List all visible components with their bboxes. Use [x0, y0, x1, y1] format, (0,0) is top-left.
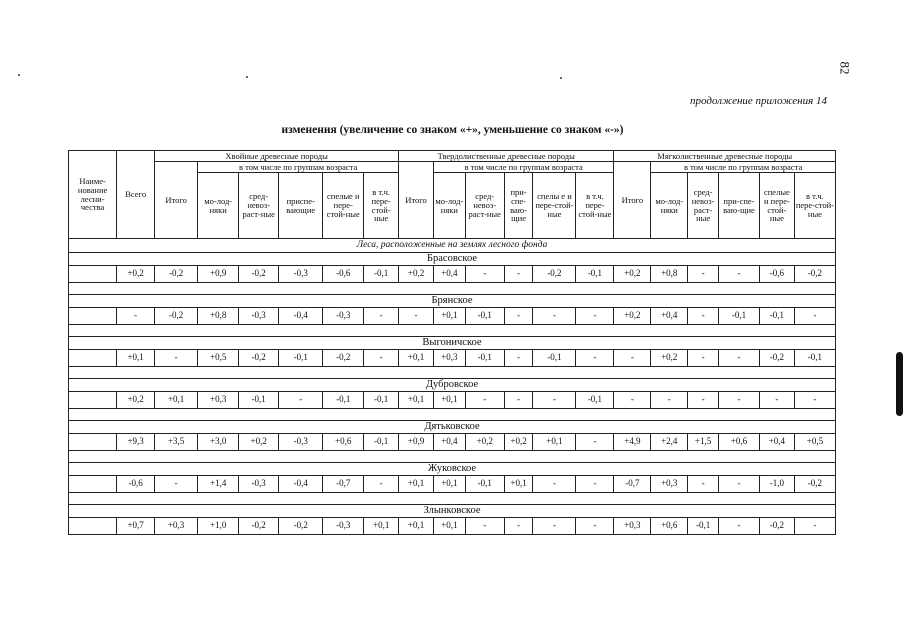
value-cell: -: [364, 476, 399, 493]
value-cell: -0,2: [794, 266, 835, 283]
header-itogo: Итого: [155, 162, 198, 239]
value-cell: -0,6: [323, 266, 364, 283]
value-cell: -0,2: [279, 518, 323, 535]
forestry-name-row: [69, 463, 836, 476]
gap-cell: [69, 409, 836, 421]
value-cell: -: [504, 266, 533, 283]
value-cell: -0,1: [465, 476, 504, 493]
row-gap: [69, 367, 836, 379]
value-cell: -: [279, 392, 323, 409]
value-cell: -0,2: [759, 518, 794, 535]
value-cell: +0,2: [117, 392, 155, 409]
value-cell: -1,0: [759, 476, 794, 493]
value-cell: -: [576, 518, 614, 535]
value-cell: -0,3: [279, 434, 323, 451]
value-cell: -: [364, 350, 399, 367]
value-cell: +0,1: [504, 476, 533, 493]
value-cell: +1,5: [688, 434, 719, 451]
forestry-name: Злынковское: [69, 505, 836, 518]
name-cell-blank: [69, 434, 117, 451]
forestry-name: Дубровское: [69, 379, 836, 392]
value-cell: +0,6: [323, 434, 364, 451]
value-cell: +1,0: [198, 518, 239, 535]
header-mature: спелые и пере-стой-ные: [323, 173, 364, 239]
name-cell-blank: [69, 392, 117, 409]
value-cell: -: [155, 350, 198, 367]
value-cell: +1,4: [198, 476, 239, 493]
value-cell: +0,2: [399, 266, 434, 283]
value-cell: -0,3: [323, 308, 364, 325]
value-cell: -0,3: [239, 308, 279, 325]
row-gap: [69, 409, 836, 421]
header-maturing: приспе-вающие: [279, 173, 323, 239]
value-cell: -0,1: [465, 350, 504, 367]
name-cell-blank: [69, 518, 117, 535]
value-cell: -: [718, 266, 759, 283]
header-subgroup: в том числе по группам возраста: [198, 162, 399, 173]
value-cell: -: [533, 392, 576, 409]
value-cell: -: [465, 392, 504, 409]
header-maturing: при-спе-ваю-щие: [718, 173, 759, 239]
value-cell: +0,2: [239, 434, 279, 451]
value-cell: +0,4: [651, 308, 688, 325]
value-cell: +0,3: [155, 518, 198, 535]
value-cell: -0,1: [794, 350, 835, 367]
value-cell: +9,3: [117, 434, 155, 451]
value-cell: -: [794, 392, 835, 409]
value-cell: +0,3: [651, 476, 688, 493]
value-cell: -0,1: [279, 350, 323, 367]
value-cell: -0,1: [239, 392, 279, 409]
value-cell: -: [794, 308, 835, 325]
value-cell: -0,1: [576, 392, 614, 409]
table-row: [69, 392, 836, 409]
value-cell: -: [399, 308, 434, 325]
value-cell: +0,4: [433, 434, 465, 451]
value-cell: -0,1: [323, 392, 364, 409]
table-row: [69, 350, 836, 367]
header-itogo: Итого: [614, 162, 651, 239]
value-cell: -0,2: [323, 350, 364, 367]
value-cell: -0,7: [323, 476, 364, 493]
header-middle-aged: сред-невоз-раст-ные: [239, 173, 279, 239]
value-cell: -: [688, 308, 719, 325]
scan-speck: [246, 76, 248, 78]
table-row: [69, 476, 836, 493]
value-cell: -: [576, 434, 614, 451]
header-subgroup: в том числе по группам возраста: [651, 162, 836, 173]
value-cell: -: [117, 308, 155, 325]
value-cell: -: [155, 476, 198, 493]
value-cell: +0,9: [399, 434, 434, 451]
value-cell: -0,4: [279, 308, 323, 325]
name-cell-blank: [69, 476, 117, 493]
value-cell: +0,7: [117, 518, 155, 535]
binding-mark: [896, 352, 903, 416]
value-cell: -0,1: [364, 434, 399, 451]
value-cell: -0,1: [688, 518, 719, 535]
table-header: [69, 151, 836, 239]
value-cell: -0,2: [533, 266, 576, 283]
name-cell-blank: [69, 266, 117, 283]
value-cell: +0,2: [117, 266, 155, 283]
value-cell: -0,1: [364, 392, 399, 409]
gap-cell: [69, 493, 836, 505]
value-cell: +0,1: [399, 392, 434, 409]
value-cell: +0,1: [364, 518, 399, 535]
header-middle-aged: сред-невоз-раст-ные: [465, 173, 504, 239]
value-cell: +0,6: [718, 434, 759, 451]
gap-cell: [69, 325, 836, 337]
value-cell: +0,1: [117, 350, 155, 367]
header-maturing: при-спе-ваю-щие: [504, 173, 533, 239]
value-cell: -0,2: [239, 518, 279, 535]
value-cell: +0,4: [433, 266, 465, 283]
value-cell: -: [718, 350, 759, 367]
header-mature: спелы е и пере-стой-ные: [533, 173, 576, 239]
header-subgroup: в том числе по группам возраста: [433, 162, 613, 173]
value-cell: -: [504, 350, 533, 367]
value-cell: +0,6: [651, 518, 688, 535]
header-coniferous: Хвойные древесные породы: [155, 151, 399, 162]
forestry-name-row: [69, 379, 836, 392]
header-middle-aged: сред-невоз-раст-ные: [688, 173, 719, 239]
table-row: [69, 434, 836, 451]
value-cell: -: [576, 350, 614, 367]
header-hardwood: Твердолиственные древесные породы: [399, 151, 614, 162]
value-cell: -0,6: [117, 476, 155, 493]
value-cell: -: [465, 518, 504, 535]
value-cell: -0,1: [576, 266, 614, 283]
value-cell: -0,3: [239, 476, 279, 493]
row-gap: [69, 451, 836, 463]
value-cell: +0,1: [433, 518, 465, 535]
value-cell: +4,9: [614, 434, 651, 451]
forestry-name: Выгоничское: [69, 337, 836, 350]
value-cell: -: [688, 392, 719, 409]
gap-cell: [69, 451, 836, 463]
value-cell: -0,1: [718, 308, 759, 325]
value-cell: +0,2: [614, 308, 651, 325]
value-cell: -: [364, 308, 399, 325]
value-cell: +0,3: [433, 350, 465, 367]
row-gap: [69, 283, 836, 295]
continuation-note: продолжение приложения 14: [690, 95, 827, 107]
value-cell: -: [504, 308, 533, 325]
forestry-name: Жуковское: [69, 463, 836, 476]
value-cell: -: [718, 518, 759, 535]
value-cell: -: [504, 392, 533, 409]
value-cell: -: [533, 518, 576, 535]
value-cell: -: [688, 350, 719, 367]
forestry-name-row: [69, 505, 836, 518]
value-cell: +0,8: [198, 308, 239, 325]
value-cell: -: [688, 476, 719, 493]
forestry-name: Дятьковское: [69, 421, 836, 434]
value-cell: -: [533, 308, 576, 325]
value-cell: -: [533, 476, 576, 493]
value-cell: -0,7: [614, 476, 651, 493]
scan-speck: [18, 74, 20, 76]
value-cell: +0,8: [651, 266, 688, 283]
forestry-name-row: [69, 337, 836, 350]
value-cell: -0,2: [239, 350, 279, 367]
value-cell: +3,5: [155, 434, 198, 451]
header-softwood: Мягколиственные древесные породы: [614, 151, 836, 162]
value-cell: +0,5: [794, 434, 835, 451]
table-body: [69, 239, 836, 535]
value-cell: +0,2: [465, 434, 504, 451]
value-cell: +0,9: [198, 266, 239, 283]
header-overmature: в т.ч. пере-стой-ные: [364, 173, 399, 239]
header-mature: спелые и пере-стой-ные: [759, 173, 794, 239]
name-cell-blank: [69, 350, 117, 367]
value-cell: -: [688, 266, 719, 283]
value-cell: -0,2: [155, 266, 198, 283]
value-cell: -0,2: [155, 308, 198, 325]
value-cell: +0,1: [399, 476, 434, 493]
value-cell: +0,1: [433, 308, 465, 325]
value-cell: -: [614, 392, 651, 409]
value-cell: -0,4: [279, 476, 323, 493]
header-young: мо-лод-няки: [651, 173, 688, 239]
gap-cell: [69, 283, 836, 295]
value-cell: -: [718, 392, 759, 409]
value-cell: -0,1: [533, 350, 576, 367]
value-cell: -0,6: [759, 266, 794, 283]
table-row: [69, 266, 836, 283]
value-cell: +0,1: [533, 434, 576, 451]
value-cell: -0,1: [364, 266, 399, 283]
table-row: [69, 518, 836, 535]
forestry-name-row: [69, 253, 836, 266]
table-row: [69, 308, 836, 325]
value-cell: +0,1: [399, 518, 434, 535]
value-cell: +0,5: [198, 350, 239, 367]
value-cell: +0,1: [399, 350, 434, 367]
value-cell: -: [576, 476, 614, 493]
value-cell: +0,2: [614, 266, 651, 283]
page-number: 82: [837, 61, 853, 75]
value-cell: +0,2: [504, 434, 533, 451]
row-gap: [69, 493, 836, 505]
value-cell: -: [576, 308, 614, 325]
name-cell-blank: [69, 308, 117, 325]
value-cell: +0,1: [433, 476, 465, 493]
value-cell: -0,1: [465, 308, 504, 325]
header-overmature: в т.ч. пере-стой-ные: [794, 173, 835, 239]
row-gap: [69, 325, 836, 337]
table-title: изменения (увеличение со знаком «+», уменьшение со знаком «-»): [281, 124, 624, 136]
value-cell: +0,1: [433, 392, 465, 409]
scan-speck: [560, 77, 562, 79]
value-cell: +2,4: [651, 434, 688, 451]
header-itogo: Итого: [399, 162, 434, 239]
value-cell: -: [465, 266, 504, 283]
forestry-name-row: [69, 295, 836, 308]
header-name: Наиме-нование лесни-чества: [69, 151, 117, 239]
header-total: Всего: [117, 151, 155, 239]
value-cell: -0,3: [279, 266, 323, 283]
forest-changes-table: [68, 150, 836, 535]
value-cell: -: [504, 518, 533, 535]
gap-cell: [69, 367, 836, 379]
value-cell: -0,2: [239, 266, 279, 283]
header-young: мо-лод-няки: [198, 173, 239, 239]
value-cell: -: [794, 518, 835, 535]
value-cell: -0,3: [323, 518, 364, 535]
value-cell: -0,1: [759, 308, 794, 325]
value-cell: -: [759, 392, 794, 409]
value-cell: -: [651, 392, 688, 409]
value-cell: -: [718, 476, 759, 493]
value-cell: +0,4: [759, 434, 794, 451]
value-cell: +3,0: [198, 434, 239, 451]
value-cell: -0,2: [759, 350, 794, 367]
header-overmature: в т.ч. пере-стой-ные: [576, 173, 614, 239]
header-young: мо-лод-няки: [433, 173, 465, 239]
forestry-name-row: [69, 421, 836, 434]
section-heading: Леса, расположенные на землях лесного фонда: [69, 239, 836, 253]
forestry-name: Брянское: [69, 295, 836, 308]
value-cell: +0,3: [198, 392, 239, 409]
forestry-name: Брасовское: [69, 253, 836, 266]
value-cell: +0,1: [155, 392, 198, 409]
value-cell: +0,3: [614, 518, 651, 535]
value-cell: -0,2: [794, 476, 835, 493]
value-cell: -: [614, 350, 651, 367]
value-cell: +0,2: [651, 350, 688, 367]
